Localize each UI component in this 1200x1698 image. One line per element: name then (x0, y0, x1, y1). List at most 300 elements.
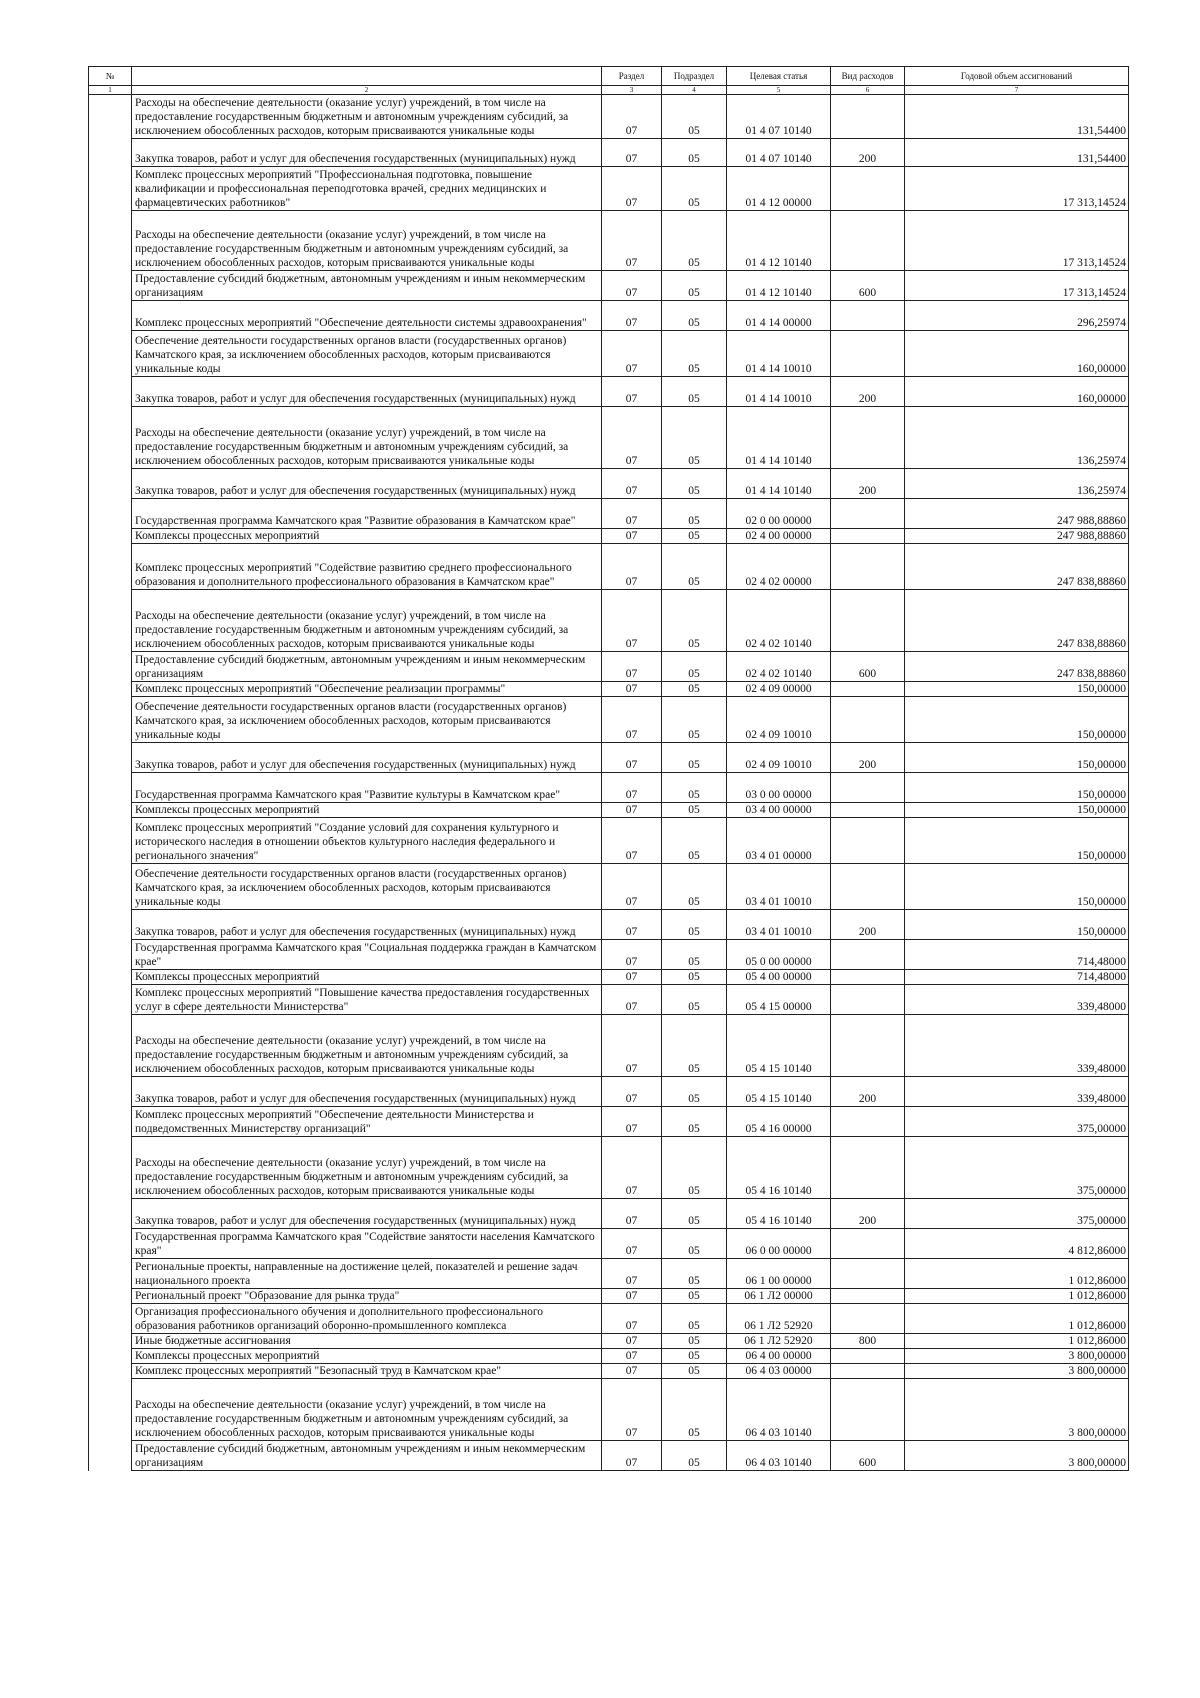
row-statya-cell: 02 4 02 10140 (727, 652, 831, 682)
table-row (89, 271, 1129, 301)
row-vid-cell (831, 1259, 905, 1289)
row-amount-cell: 160,00000 (905, 377, 1129, 407)
row-vid-cell: 600 (831, 652, 905, 682)
row-vid-cell (831, 940, 905, 970)
row-podrazdel-cell: 05 (662, 1334, 727, 1349)
row-statya-cell: 02 0 00 00000 (727, 499, 831, 529)
row-statya-cell: 02 4 09 00000 (727, 682, 831, 697)
row-razdel-cell: 07 (602, 682, 662, 697)
table-row (89, 773, 1129, 803)
row-statya-cell: 05 4 00 00000 (727, 970, 831, 985)
row-vid-cell (831, 773, 905, 803)
row-amount-cell: 1 012,86000 (905, 1334, 1129, 1349)
row-razdel-cell: 07 (602, 1441, 662, 1471)
row-number-cell (89, 331, 132, 377)
row-amount-cell: 247 838,88860 (905, 652, 1129, 682)
row-name-cell: Комплексы процессных мероприятий (132, 803, 602, 818)
row-amount-cell: 17 313,14524 (905, 211, 1129, 271)
table-row (89, 1229, 1129, 1259)
row-name-cell: Расходы на обеспечение деятельности (оказание услуг) учреждений, в том числе на предоставление государственным бюджетным и автономным учреждениям субсидий, за исключением обособленных расходов, которым присваиваются уникальные коды (132, 1379, 602, 1441)
row-name-cell: Предоставление субсидий бюджетным, автономным учреждениям и иным некоммерческим организациям (132, 271, 602, 301)
row-amount-cell: 247 988,88860 (905, 529, 1129, 544)
column-number-row (89, 86, 1129, 95)
table-row (89, 529, 1129, 544)
row-number-cell (89, 803, 132, 818)
row-podrazdel-cell: 05 (662, 864, 727, 910)
row-podrazdel-cell: 05 (662, 1015, 727, 1077)
row-name-cell: Комплекс процессных мероприятий "Обеспечение деятельности Министерства и подведомственных Министерству организаций" (132, 1107, 602, 1137)
row-amount-cell: 3 800,00000 (905, 1349, 1129, 1364)
row-number-cell (89, 1107, 132, 1137)
row-statya-cell: 02 4 00 00000 (727, 529, 831, 544)
row-amount-cell: 150,00000 (905, 910, 1129, 940)
row-name-cell: Комплекс процессных мероприятий "Создание условий для сохранения культурного и исторического наследия в отношении объектов культурного наследия федерального и регионального значения" (132, 818, 602, 864)
row-number-cell (89, 95, 132, 139)
row-razdel-cell: 07 (602, 970, 662, 985)
row-number-cell (89, 818, 132, 864)
row-name-cell: Расходы на обеспечение деятельности (оказание услуг) учреждений, в том числе на предоставление государственным бюджетным и автономным учреждениям субсидий, за исключением обособленных расходов, которым присваиваются уникальные коды (132, 211, 602, 271)
row-number-cell (89, 407, 132, 469)
row-vid-cell (831, 818, 905, 864)
row-vid-cell (831, 301, 905, 331)
table-row (89, 652, 1129, 682)
row-razdel-cell: 07 (602, 1364, 662, 1379)
row-razdel-cell: 07 (602, 818, 662, 864)
row-number-cell (89, 985, 132, 1015)
row-podrazdel-cell: 05 (662, 985, 727, 1015)
row-statya-cell: 02 4 02 00000 (727, 544, 831, 590)
table-row (89, 407, 1129, 469)
row-razdel-cell: 07 (602, 301, 662, 331)
table-row (89, 985, 1129, 1015)
table-row (89, 1137, 1129, 1199)
row-statya-cell: 01 4 12 00000 (727, 167, 831, 211)
table-row (89, 1379, 1129, 1441)
row-statya-cell: 02 4 09 10010 (727, 743, 831, 773)
row-podrazdel-cell: 05 (662, 652, 727, 682)
row-amount-cell: 3 800,00000 (905, 1441, 1129, 1471)
row-name-cell: Комплексы процессных мероприятий (132, 970, 602, 985)
table-row (89, 1364, 1129, 1379)
row-number-cell (89, 697, 132, 743)
row-name-cell: Закупка товаров, работ и услуг для обеспечения государственных (муниципальных) нужд (132, 139, 602, 167)
row-vid-cell (831, 1364, 905, 1379)
table-row (89, 697, 1129, 743)
row-number-cell (89, 1015, 132, 1077)
row-amount-cell: 150,00000 (905, 682, 1129, 697)
row-name-cell: Расходы на обеспечение деятельности (оказание услуг) учреждений, в том числе на предоставление государственным бюджетным и автономным учреждениям субсидий, за исключением обособленных расходов, которым присваиваются уникальные коды (132, 95, 602, 139)
row-razdel-cell: 07 (602, 652, 662, 682)
row-vid-cell (831, 590, 905, 652)
row-amount-cell: 714,48000 (905, 940, 1129, 970)
row-name-cell: Расходы на обеспечение деятельности (оказание услуг) учреждений, в том числе на предоставление государственным бюджетным и автономным учреждениям субсидий, за исключением обособленных расходов, которым присваиваются уникальные коды (132, 1015, 602, 1077)
row-podrazdel-cell: 05 (662, 1304, 727, 1334)
row-name-cell: Государственная программа Камчатского края "Социальная поддержка граждан в Камчатском крае" (132, 940, 602, 970)
row-podrazdel-cell: 05 (662, 167, 727, 211)
row-podrazdel-cell: 05 (662, 818, 727, 864)
row-number-cell (89, 271, 132, 301)
row-podrazdel-cell: 05 (662, 743, 727, 773)
row-amount-cell: 3 800,00000 (905, 1364, 1129, 1379)
row-name-cell: Закупка товаров, работ и услуг для обеспечения государственных (муниципальных) нужд (132, 743, 602, 773)
row-podrazdel-cell: 05 (662, 1229, 727, 1259)
row-razdel-cell: 07 (602, 407, 662, 469)
col-num: 3 (602, 86, 662, 95)
row-statya-cell: 03 4 01 10010 (727, 910, 831, 940)
row-number-cell (89, 377, 132, 407)
row-vid-cell (831, 985, 905, 1015)
row-razdel-cell: 07 (602, 985, 662, 1015)
table-row (89, 211, 1129, 271)
table-row (89, 1107, 1129, 1137)
table-row (89, 864, 1129, 910)
row-razdel-cell: 07 (602, 1259, 662, 1289)
row-number-cell (89, 652, 132, 682)
table-row (89, 682, 1129, 697)
row-name-cell: Комплекс процессных мероприятий "Содействие развитию среднего профессионального образования и дополнительного профессионального образования в Камчатском крае" (132, 544, 602, 590)
row-amount-cell: 4 812,86000 (905, 1229, 1129, 1259)
row-podrazdel-cell: 05 (662, 301, 727, 331)
row-amount-cell: 160,00000 (905, 331, 1129, 377)
row-statya-cell: 06 0 00 00000 (727, 1229, 831, 1259)
row-name-cell: Комплекс процессных мероприятий "Безопасный труд в Камчатском крае" (132, 1364, 602, 1379)
row-amount-cell: 150,00000 (905, 773, 1129, 803)
row-razdel-cell: 07 (602, 469, 662, 499)
row-number-cell (89, 1441, 132, 1471)
row-number-cell (89, 544, 132, 590)
row-statya-cell: 03 0 00 00000 (727, 773, 831, 803)
row-name-cell: Обеспечение деятельности государственных органов власти (государственных органов) Камчатского края, за исключением обособленных расходов, которым присваиваются уникальные коды (132, 697, 602, 743)
table-row (89, 139, 1129, 167)
row-podrazdel-cell: 05 (662, 1349, 727, 1364)
row-statya-cell: 05 4 16 00000 (727, 1107, 831, 1137)
col-num: 5 (727, 86, 831, 95)
row-statya-cell: 06 4 00 00000 (727, 1349, 831, 1364)
row-amount-cell: 247 988,88860 (905, 499, 1129, 529)
row-vid-cell: 200 (831, 1077, 905, 1107)
row-podrazdel-cell: 05 (662, 331, 727, 377)
row-razdel-cell: 07 (602, 1379, 662, 1441)
row-razdel-cell: 07 (602, 377, 662, 407)
row-razdel-cell: 07 (602, 331, 662, 377)
row-statya-cell: 01 4 14 10140 (727, 407, 831, 469)
table-row (89, 1077, 1129, 1107)
row-number-cell (89, 167, 132, 211)
row-number-cell (89, 1229, 132, 1259)
row-name-cell: Закупка товаров, работ и услуг для обеспечения государственных (муниципальных) нужд (132, 469, 602, 499)
row-podrazdel-cell: 05 (662, 1379, 727, 1441)
row-statya-cell: 05 0 00 00000 (727, 940, 831, 970)
row-amount-cell: 247 838,88860 (905, 590, 1129, 652)
row-vid-cell (831, 1349, 905, 1364)
row-vid-cell: 200 (831, 910, 905, 940)
row-podrazdel-cell: 05 (662, 469, 727, 499)
row-podrazdel-cell: 05 (662, 529, 727, 544)
budget-table-sheet (88, 66, 1128, 1471)
row-razdel-cell: 07 (602, 139, 662, 167)
row-statya-cell: 06 1 Л2 52920 (727, 1334, 831, 1349)
row-razdel-cell: 07 (602, 271, 662, 301)
row-name-cell: Государственная программа Камчатского края "Содействие занятости населения Камчатского края" (132, 1229, 602, 1259)
row-amount-cell: 131,54400 (905, 139, 1129, 167)
header-podrazdel: Подраздел (662, 67, 727, 86)
header-name (132, 67, 602, 86)
row-amount-cell: 375,00000 (905, 1199, 1129, 1229)
row-podrazdel-cell: 05 (662, 499, 727, 529)
row-name-cell: Комплексы процессных мероприятий (132, 529, 602, 544)
row-amount-cell: 1 012,86000 (905, 1289, 1129, 1304)
row-podrazdel-cell: 05 (662, 697, 727, 743)
row-amount-cell: 247 838,88860 (905, 544, 1129, 590)
row-razdel-cell: 07 (602, 803, 662, 818)
row-vid-cell (831, 1107, 905, 1137)
row-amount-cell: 136,25974 (905, 407, 1129, 469)
row-statya-cell: 01 4 14 00000 (727, 301, 831, 331)
row-vid-cell (831, 499, 905, 529)
row-vid-cell (831, 529, 905, 544)
row-podrazdel-cell: 05 (662, 377, 727, 407)
row-name-cell: Комплекс процессных мероприятий "Профессиональная подготовка, повышение квалификации и профессиональная переподготовка врачей, средних медицинских и фармацевтических работников" (132, 167, 602, 211)
row-amount-cell: 150,00000 (905, 697, 1129, 743)
row-podrazdel-cell: 05 (662, 95, 727, 139)
row-podrazdel-cell: 05 (662, 1441, 727, 1471)
header-row (89, 67, 1129, 86)
row-vid-cell (831, 167, 905, 211)
row-number-cell (89, 1304, 132, 1334)
row-vid-cell: 600 (831, 271, 905, 301)
row-razdel-cell: 07 (602, 1304, 662, 1334)
row-amount-cell: 17 313,14524 (905, 167, 1129, 211)
col-num: 1 (89, 86, 132, 95)
table-row (89, 940, 1129, 970)
row-podrazdel-cell: 05 (662, 1199, 727, 1229)
row-name-cell: Комплекс процессных мероприятий "Обеспечение реализации программы" (132, 682, 602, 697)
row-number-cell (89, 211, 132, 271)
row-statya-cell: 05 4 16 10140 (727, 1137, 831, 1199)
col-num: 7 (905, 86, 1129, 95)
header-razdel: Раздел (602, 67, 662, 86)
row-name-cell: Обеспечение деятельности государственных органов власти (государственных органов) Камчатского края, за исключением обособленных расходов, которым присваиваются уникальные коды (132, 331, 602, 377)
row-number-cell (89, 1259, 132, 1289)
row-amount-cell: 375,00000 (905, 1137, 1129, 1199)
table-row (89, 818, 1129, 864)
row-vid-cell (831, 1229, 905, 1259)
row-name-cell: Закупка товаров, работ и услуг для обеспечения государственных (муниципальных) нужд (132, 377, 602, 407)
row-razdel-cell: 07 (602, 529, 662, 544)
row-name-cell: Предоставление субсидий бюджетным, автономным учреждениям и иным некоммерческим организациям (132, 1441, 602, 1471)
row-razdel-cell: 07 (602, 1077, 662, 1107)
row-number-cell (89, 1349, 132, 1364)
row-razdel-cell: 07 (602, 590, 662, 652)
row-podrazdel-cell: 05 (662, 970, 727, 985)
row-podrazdel-cell: 05 (662, 544, 727, 590)
table-row (89, 803, 1129, 818)
row-name-cell: Иные бюджетные ассигнования (132, 1334, 602, 1349)
row-number-cell (89, 1379, 132, 1441)
row-vid-cell: 800 (831, 1334, 905, 1349)
row-podrazdel-cell: 05 (662, 590, 727, 652)
header-vid: Вид расходов (831, 67, 905, 86)
row-vid-cell: 200 (831, 469, 905, 499)
row-number-cell (89, 529, 132, 544)
row-razdel-cell: 07 (602, 544, 662, 590)
row-razdel-cell: 07 (602, 1107, 662, 1137)
table-row (89, 95, 1129, 139)
row-podrazdel-cell: 05 (662, 1259, 727, 1289)
row-podrazdel-cell: 05 (662, 407, 727, 469)
row-vid-cell (831, 1289, 905, 1304)
row-razdel-cell: 07 (602, 940, 662, 970)
row-amount-cell: 131,54400 (905, 95, 1129, 139)
row-number-cell (89, 682, 132, 697)
table-row (89, 1349, 1129, 1364)
row-statya-cell: 02 4 09 10010 (727, 697, 831, 743)
col-num: 2 (132, 86, 602, 95)
row-razdel-cell: 07 (602, 499, 662, 529)
row-name-cell: Комплекс процессных мероприятий "Повышение качества предоставления государственных услуг в сфере деятельности Министерства" (132, 985, 602, 1015)
row-number-cell (89, 970, 132, 985)
row-amount-cell: 17 313,14524 (905, 271, 1129, 301)
table-row (89, 469, 1129, 499)
row-amount-cell: 1 012,86000 (905, 1259, 1129, 1289)
header-statya: Целевая статья (727, 67, 831, 86)
row-number-cell (89, 940, 132, 970)
row-razdel-cell: 07 (602, 864, 662, 910)
table-row (89, 331, 1129, 377)
row-statya-cell: 06 4 03 00000 (727, 1364, 831, 1379)
row-vid-cell: 600 (831, 1441, 905, 1471)
row-vid-cell (831, 803, 905, 818)
row-razdel-cell: 07 (602, 1015, 662, 1077)
col-num: 6 (831, 86, 905, 95)
row-vid-cell (831, 1015, 905, 1077)
header-amount: Годовой объем ассигнований (905, 67, 1129, 86)
table-row (89, 377, 1129, 407)
row-amount-cell: 3 800,00000 (905, 1379, 1129, 1441)
row-name-cell: Обеспечение деятельности государственных органов власти (государственных органов) Камчатского края, за исключением обособленных расходов, которым присваиваются уникальные коды (132, 864, 602, 910)
row-amount-cell: 1 012,86000 (905, 1304, 1129, 1334)
row-podrazdel-cell: 05 (662, 803, 727, 818)
row-number-cell (89, 1334, 132, 1349)
row-amount-cell: 150,00000 (905, 743, 1129, 773)
row-razdel-cell: 07 (602, 743, 662, 773)
row-razdel-cell: 07 (602, 910, 662, 940)
row-name-cell: Закупка товаров, работ и услуг для обеспечения государственных (муниципальных) нужд (132, 1199, 602, 1229)
table-body (89, 95, 1129, 1471)
row-statya-cell: 03 4 01 10010 (727, 864, 831, 910)
row-statya-cell: 03 4 00 00000 (727, 803, 831, 818)
row-name-cell: Комплексы процессных мероприятий (132, 1349, 602, 1364)
row-statya-cell: 05 4 15 00000 (727, 985, 831, 1015)
row-razdel-cell: 07 (602, 211, 662, 271)
row-vid-cell (831, 331, 905, 377)
table-row (89, 1441, 1129, 1471)
row-amount-cell: 150,00000 (905, 864, 1129, 910)
row-podrazdel-cell: 05 (662, 682, 727, 697)
table-row (89, 1199, 1129, 1229)
row-number-cell (89, 499, 132, 529)
table-row (89, 1334, 1129, 1349)
row-amount-cell: 714,48000 (905, 970, 1129, 985)
row-statya-cell: 03 4 01 00000 (727, 818, 831, 864)
row-amount-cell: 136,25974 (905, 469, 1129, 499)
row-vid-cell (831, 1379, 905, 1441)
row-razdel-cell: 07 (602, 1349, 662, 1364)
row-statya-cell: 01 4 07 10140 (727, 95, 831, 139)
row-vid-cell: 200 (831, 139, 905, 167)
row-vid-cell (831, 970, 905, 985)
row-amount-cell: 339,48000 (905, 1077, 1129, 1107)
table-row (89, 1259, 1129, 1289)
row-number-cell (89, 1289, 132, 1304)
row-statya-cell: 06 1 Л2 52920 (727, 1304, 831, 1334)
table-row (89, 590, 1129, 652)
table-row (89, 167, 1129, 211)
row-statya-cell: 06 4 03 10140 (727, 1379, 831, 1441)
row-podrazdel-cell: 05 (662, 1289, 727, 1304)
table-row (89, 1015, 1129, 1077)
row-amount-cell: 296,25974 (905, 301, 1129, 331)
table-row (89, 1304, 1129, 1334)
col-num: 4 (662, 86, 727, 95)
row-statya-cell: 05 4 16 10140 (727, 1199, 831, 1229)
row-name-cell: Закупка товаров, работ и услуг для обеспечения государственных (муниципальных) нужд (132, 910, 602, 940)
row-number-cell (89, 773, 132, 803)
header-no: № (89, 67, 132, 86)
row-number-cell (89, 1364, 132, 1379)
row-number-cell (89, 301, 132, 331)
row-number-cell (89, 864, 132, 910)
table-row (89, 301, 1129, 331)
row-amount-cell: 339,48000 (905, 985, 1129, 1015)
row-vid-cell (831, 407, 905, 469)
table-row (89, 970, 1129, 985)
row-name-cell: Региональный проект "Образование для рынка труда" (132, 1289, 602, 1304)
row-podrazdel-cell: 05 (662, 139, 727, 167)
row-podrazdel-cell: 05 (662, 940, 727, 970)
row-vid-cell: 200 (831, 377, 905, 407)
row-podrazdel-cell: 05 (662, 910, 727, 940)
row-vid-cell (831, 95, 905, 139)
row-statya-cell: 06 4 03 10140 (727, 1441, 831, 1471)
row-name-cell: Государственная программа Камчатского края "Развитие культуры в Камчатском крае" (132, 773, 602, 803)
row-statya-cell: 01 4 12 10140 (727, 211, 831, 271)
budget-table (88, 66, 1129, 1471)
row-podrazdel-cell: 05 (662, 1077, 727, 1107)
row-name-cell: Государственная программа Камчатского края "Развитие образования в Камчатском крае" (132, 499, 602, 529)
row-statya-cell: 01 4 14 10010 (727, 331, 831, 377)
row-name-cell: Закупка товаров, работ и услуг для обеспечения государственных (муниципальных) нужд (132, 1077, 602, 1107)
row-vid-cell: 200 (831, 1199, 905, 1229)
row-statya-cell: 06 1 00 00000 (727, 1259, 831, 1289)
row-statya-cell: 05 4 15 10140 (727, 1015, 831, 1077)
row-podrazdel-cell: 05 (662, 1107, 727, 1137)
table-row (89, 499, 1129, 529)
row-razdel-cell: 07 (602, 697, 662, 743)
table-row (89, 743, 1129, 773)
row-razdel-cell: 07 (602, 1289, 662, 1304)
row-number-cell (89, 469, 132, 499)
row-razdel-cell: 07 (602, 1334, 662, 1349)
row-amount-cell: 339,48000 (905, 1015, 1129, 1077)
row-podrazdel-cell: 05 (662, 211, 727, 271)
row-podrazdel-cell: 05 (662, 1364, 727, 1379)
row-statya-cell: 01 4 12 10140 (727, 271, 831, 301)
row-name-cell: Региональные проекты, направленные на достижение целей, показателей и решение задач национального проекта (132, 1259, 602, 1289)
row-name-cell: Расходы на обеспечение деятельности (оказание услуг) учреждений, в том числе на предоставление государственным бюджетным и автономным учреждениям субсидий, за исключением обособленных расходов, которым присваиваются уникальные коды (132, 590, 602, 652)
table-row (89, 1289, 1129, 1304)
row-name-cell: Расходы на обеспечение деятельности (оказание услуг) учреждений, в том числе на предоставление государственным бюджетным и автономным учреждениям субсидий, за исключением обособленных расходов, которым присваиваются уникальные коды (132, 1137, 602, 1199)
